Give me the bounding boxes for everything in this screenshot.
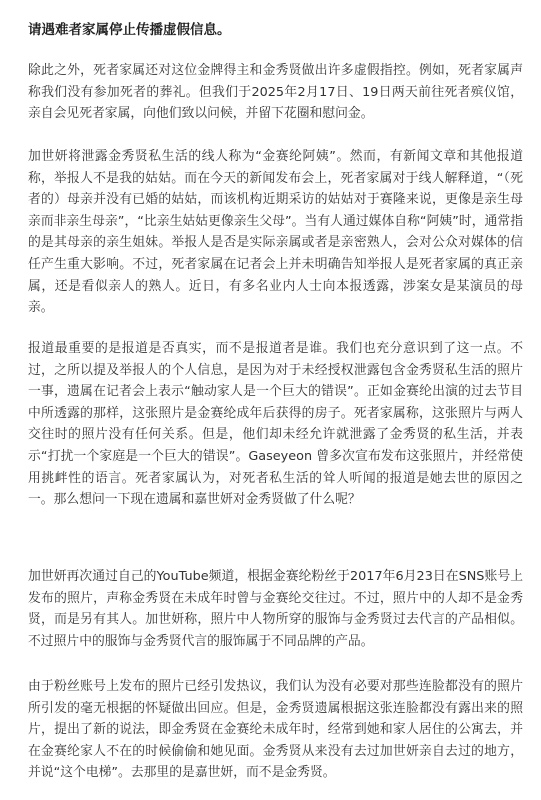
- paragraph-funeral-claims: 除此之外，死者家属还对这位金牌得主和金秀贤做出许多虚假指控。例如，死者家属声称我们没有参加死者的葬礼。但我们于2025年2月17日、19日两天前往死者殡仪馆，亲自会见死者家属，向他们致以问候，并留下花圈和慰问金。: [28, 63, 523, 122]
- paragraph-youtube-photo: 加世妍再次通过自己的YouTube频道，根据金赛纶粉丝于2017年6月23日在SNS账号上发布的照片，声称金秀贤在未成年时曾与金赛纶交往过。不过，照片中的人却不是金秀贤，而是另有其人。加世妍称，照片中人物所穿的服饰与金秀贤过去代言的产品相似。不过照片中的服饰与金秀贤代言的服饰属于不同品牌的产品。: [28, 569, 523, 649]
- article-heading: 请遇难者家属停止传播虚假信息。: [28, 22, 231, 38]
- paragraph-fan-account-photo: 由于粉丝账号上发布的照片已经引发热议，我们认为没有必要对那些连脸都没有的照片所引发的毫无根据的怀疑做出回应。但是，金秀贤遗属根据这张连脸都没有露出来的照片，提出了新的说法，即金秀贤在金赛纶未成年时，经常到她和家人居住的公寓去，并在金赛纶家人不在的时候偷偷和她见面。金秀贤从来没有去过加世妍亲自去过的地方，并说“这个电梯”。去那里的是嘉世妍，而不是金秀贤。: [28, 679, 523, 781]
- paragraph-reporting-truth: 报道最重要的是报道是否真实，而不是报道者是谁。我们也充分意识到了这一点。不过，之所以提及举报人的个人信息，是因为对于未经授权泄露包含金秀贤私生活的照片一事，遗属在记者会上表示“触动家人是一个巨大的错误”。正如金赛纶出演的过去节目中所透露的那样，这张照片是金赛纶成年后获得的房子。死者家属称，这张照片与两人交往时的照片没有任何关系。但是，他们却未经允许就泄露了金秀贤的私生活，并表示“打扰一个家庭是一个巨大的错误”。Gaseyeon 曾多次宣布发布这张照片，并经常使用挑衅性的语言。死者家属认为，对死者私生活的耸人听闻的报道是她去世的原因之一。那么想问一下现在遗属和嘉世妍对金秀贤做了什么呢？: [28, 341, 523, 508]
- paragraph-informant-aunt: 加世妍将泄露金秀贤私生活的线人称为“金赛纶阿姨”。然而，有新闻文章和其他报道称，举报人不是我的姑姑。而在今天的新闻发布会上，死者家属对于线人解释道，“（死者的）母亲并没有已婚的姑姑，而该机构近期采访的姑姑对于赛隆来说，更像是亲生母亲而非亲生母亲”，“比亲生姑姑更像亲生父母”。当有人通过媒体自称“阿姨”时，通常指的是其母亲的亲生姐妹。举报人是否是实际亲属或者是亲密熟人，会对公众对媒体的信任产生重大影响。不过，死者家属在记者会上并未明确告知举报人是死者家属的真正亲属，还是看似亲人的熟人。近日，有多名业内人士向本报透露，涉案女是某演员的母亲。: [28, 149, 523, 316]
